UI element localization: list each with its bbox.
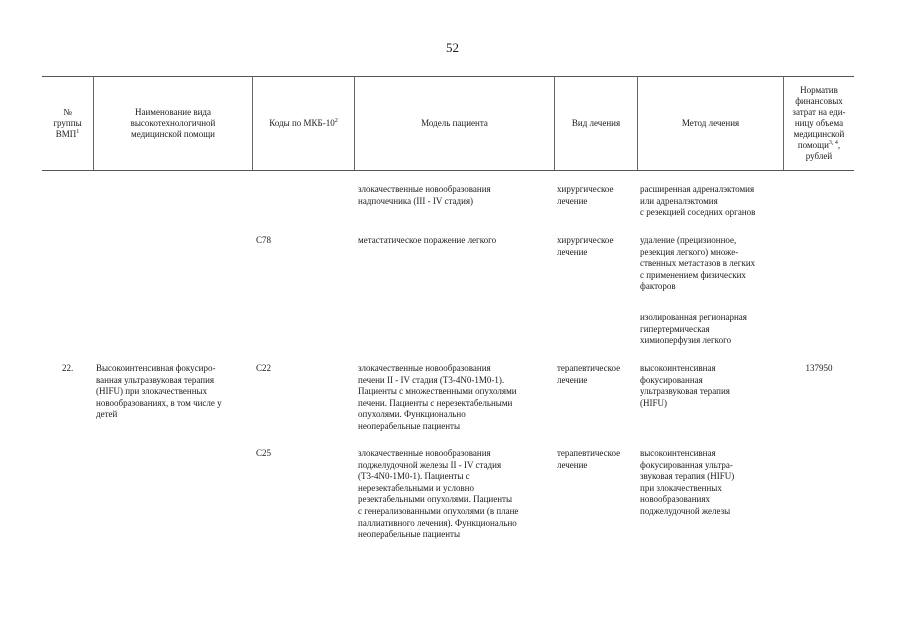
treatment-type-cell: терапевтическое лечение [557,448,621,470]
treatment-method-cell: высокоинтенсивная фокусированная ультразвуковая терапия (HIFU) [640,363,730,408]
header-bottom-rule [42,170,854,171]
header-group-number: № группы ВМП$^1$ [53,107,82,139]
treatment-method-cell: высокоинтенсивная фокусированная ультра- звуковая терапия (HIFU) при злокачественных новообразованиях поджелудочной железы [640,448,735,516]
patient-model-cell: метастатическое поражение легкого [358,235,497,245]
header-cost-norm: Норматив финансовых затрат на еди- ницу объема медицинской помощи$^{3, 4}$, рублей [792,85,846,161]
treatment-type-cell: хирургическое лечение [557,235,614,257]
treatment-type-cell: терапевтическое лечение [557,363,621,385]
patient-model-cell: злокачественные новообразования надпочечника (III - IV стадия) [358,184,491,206]
icd-code-cell: C25 [256,448,272,458]
header-treatment-method: Метод лечения [681,118,740,128]
header-treatment-type: Вид лечения [571,118,621,128]
patient-model-cell: злокачественные новообразования поджелудочной железы II - IV стадия (T3-4N0-1M0-1). Пациенты с нерезектабельными и условно резектабельными опухолями. Пациенты с генерализованными опухолями (в плане паллиативного лечения). Функционально неоперабельные пациенты [358,448,519,540]
header-care-type-name: Наименование вида высокотехнологичной медицинской помощи [130,107,216,139]
header-icd-codes: Коды по МКБ-$10^2$ [269,118,338,128]
cost-norm-cell: 137950 [805,363,833,373]
patient-model-cell: злокачественные новообразования печени II - IV стадия (T3-4N0-1M0-1). Пациенты с множественными опухолями печени. Пациенты с нерезектабельными опухолями. Функционально неоперабельные пациенты [358,363,517,431]
treatment-method-cell: изолированная регионарная гипертермическая химиоперфузия легкого [640,312,747,346]
treatment-type-cell: хирургическое лечение [557,184,614,206]
icd-code-cell: C78 [256,235,272,245]
treatment-method-cell: удаление (прецизионное, резекция легкого) множе- ственных метастазов в легких с применением физических факторов [640,235,756,292]
care-type-name-cell: Высокоинтенсивная фокусиро- ванная ультразвуковая терапия (HIFU) при злокачественных новообразованиях, в том числе у детей [96,363,222,420]
treatment-method-cell: расширенная адреналэктомия или адреналэктомия с резекцией соседних органов [640,184,756,218]
header-patient-model: Модель пациента [421,118,488,128]
icd-code-cell: C22 [256,363,272,373]
page-number: 52 [446,40,459,55]
group-number-cell: 22. [62,363,74,373]
